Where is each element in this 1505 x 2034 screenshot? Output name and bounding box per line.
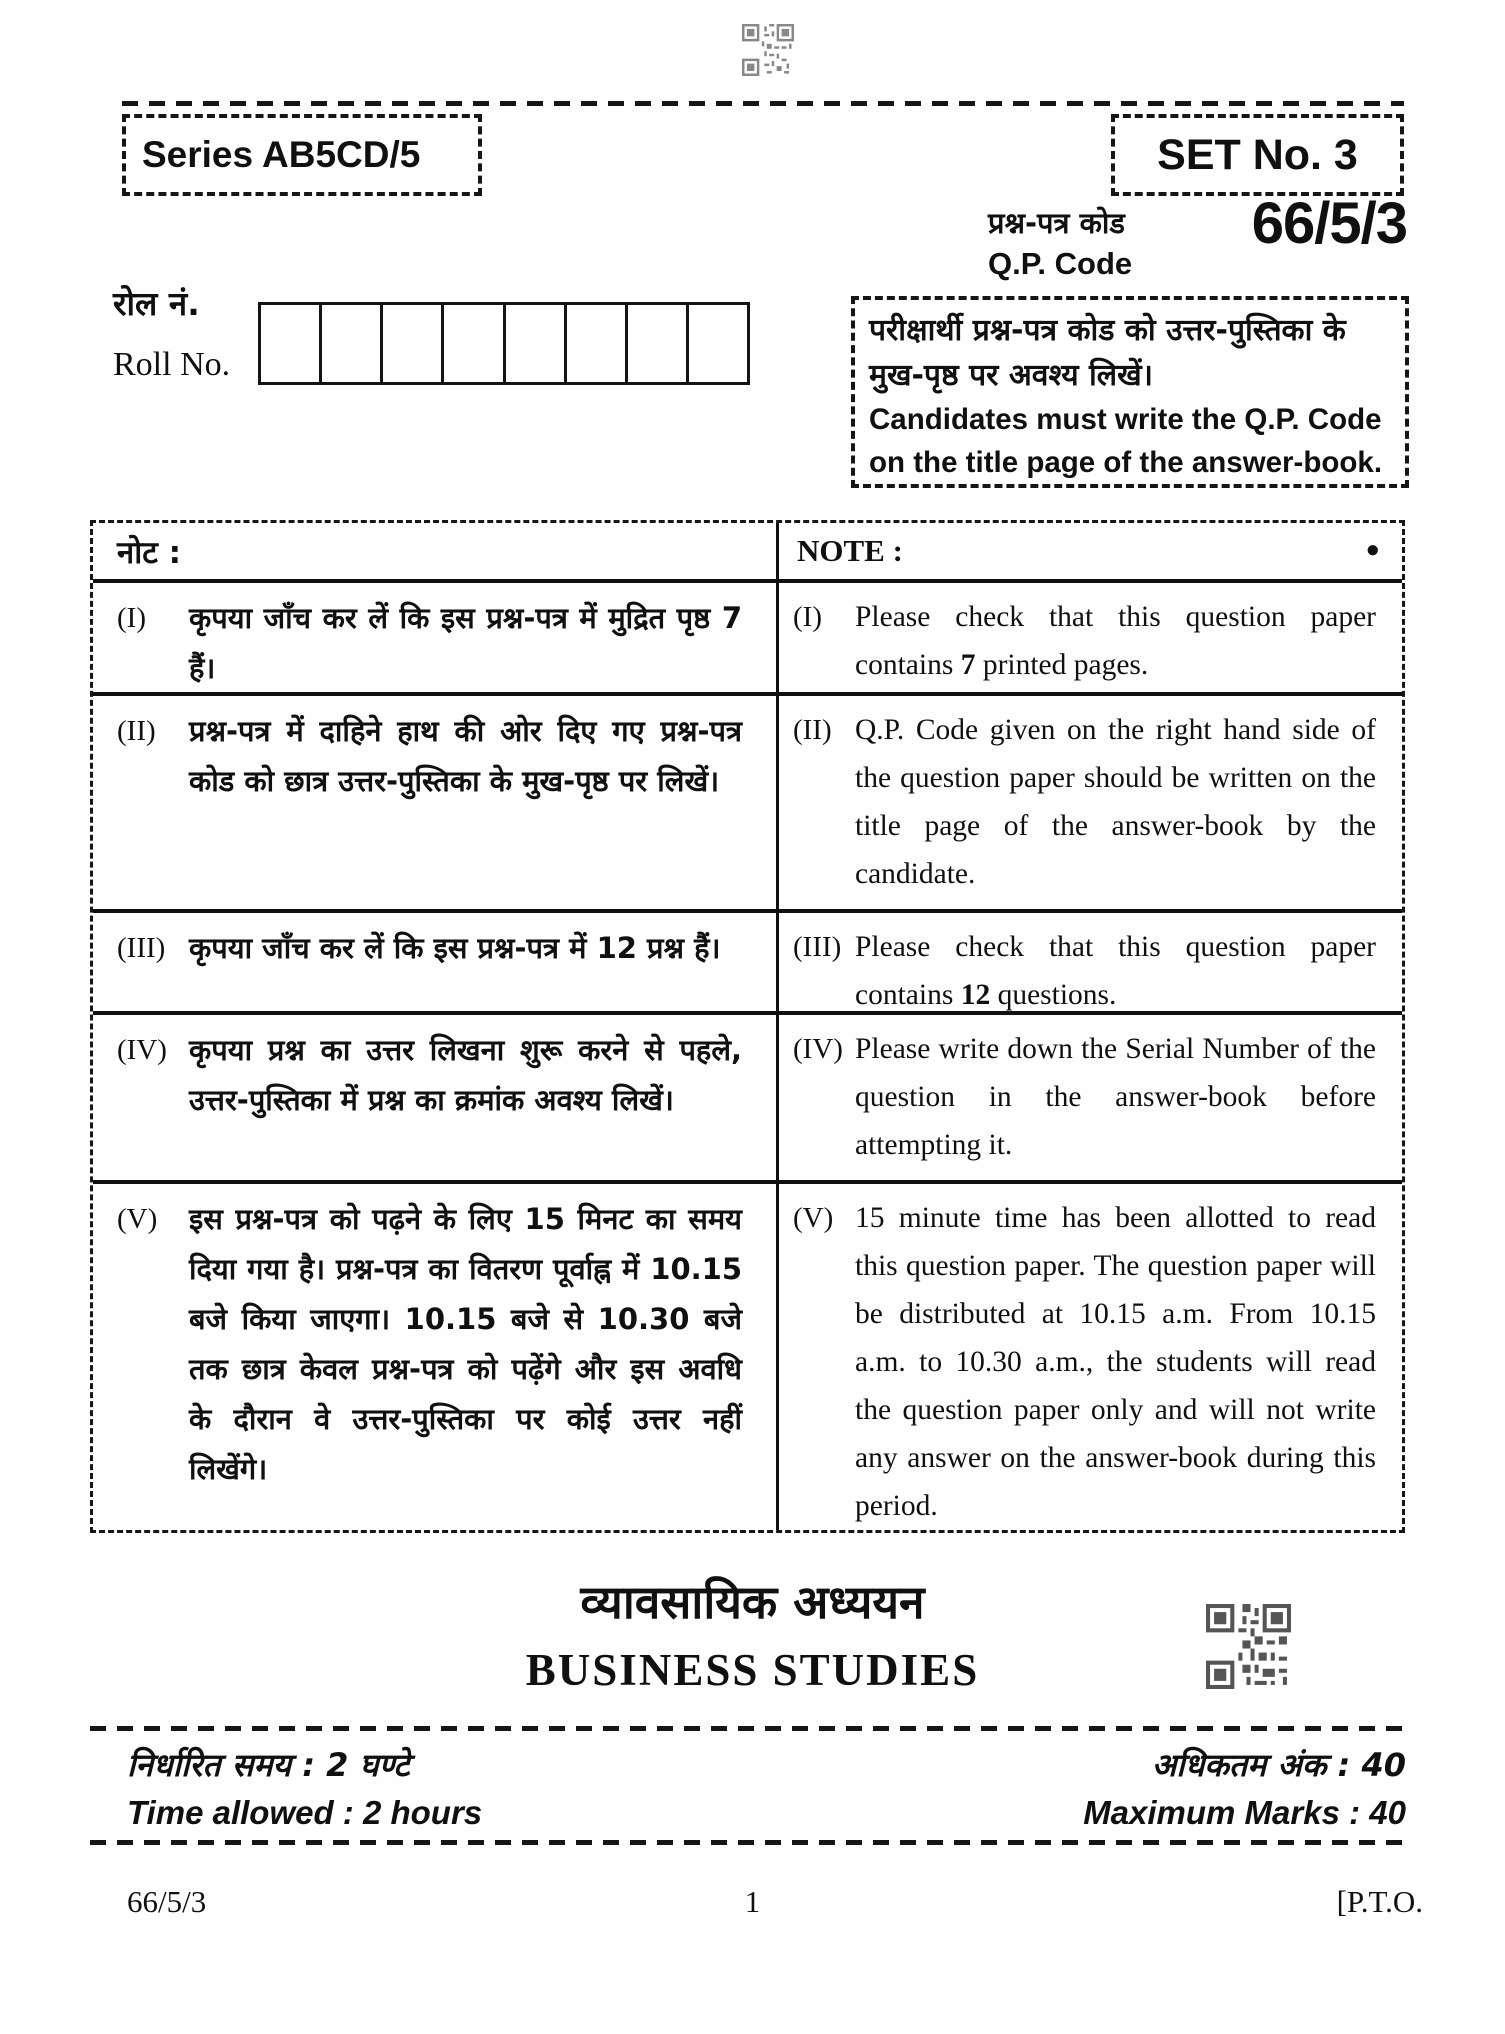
note-row-3-hindi: (III) कृपया जाँच कर लें कि इस प्रश्न-पत्र में 12 प्रश्न हैं। [93, 913, 776, 1011]
set-number-box [1111, 114, 1404, 196]
note-row-5 [93, 1180, 1402, 1530]
series-label: Series AB5CD/5 [142, 134, 421, 175]
top-dashed-rule [122, 101, 1404, 106]
roll-cell[interactable] [383, 305, 444, 382]
qp-code-labels [988, 203, 1178, 285]
time-allowed-hindi: निर्धारित समय : 2 घण्टे [127, 1746, 410, 1784]
note-row-3-english: (III) Please check that this question paper contains 12 questions. [776, 913, 1402, 1011]
roll-number-grid [258, 302, 750, 385]
page-footer [0, 1884, 1505, 1924]
note-header-english [776, 523, 1402, 579]
roll-cell[interactable] [628, 305, 689, 382]
note-row-2-number: (II) [117, 715, 156, 748]
subject-title-hindi: व्यावसायिक अध्ययन [580, 1575, 925, 1629]
bullet-icon: ● [1365, 537, 1380, 563]
roll-cell[interactable] [444, 305, 505, 382]
roll-cell[interactable] [322, 305, 383, 382]
candidate-instruction-box [851, 296, 1409, 488]
note-row-3-number: (III) [117, 931, 166, 964]
maximum-marks-hindi: अधिकतम अंक : 40 [1151, 1746, 1406, 1784]
qp-code-label-hindi: प्रश्न-पत्र कोड [988, 206, 1125, 240]
note-row-5-number: (V) [117, 1203, 158, 1235]
set-number-label: SET No. 3 [1157, 130, 1358, 179]
series-box [122, 114, 482, 196]
time-allowed-english: Time allowed : 2 hours [127, 1794, 483, 1831]
note-row-1-number: (I) [117, 602, 146, 635]
qp-code-label-english: Q.P. Code [988, 246, 1133, 281]
note-row-2-number-en: (II) [793, 714, 832, 747]
note-row-4-number: (IV) [117, 1033, 167, 1066]
candidate-instruction-english: Candidates must write the Q.P. Code on the title page of the answer-book. [869, 403, 1383, 479]
note-table [90, 520, 1405, 1533]
footer-pto-label: [P.T.O. [1336, 1884, 1423, 1919]
note-row-1 [93, 579, 1402, 692]
maximum-marks-block [0, 1742, 1406, 1838]
candidate-instruction-hindi: परीक्षार्थी प्रश्न-पत्र कोड को उत्तर-पुस्तिका के मुख-पृष्ठ पर अवश्य लिखें। [869, 313, 1346, 393]
roll-no-label-hindi: रोल नं. [113, 284, 200, 323]
roll-cell[interactable] [506, 305, 567, 382]
roll-cell[interactable] [261, 305, 322, 382]
note-row-4 [93, 1011, 1402, 1180]
note-row-2-hindi: (II) प्रश्न-पत्र में दाहिने हाथ की ओर दिए गए प्रश्न-पत्र कोड को छात्र उत्तर-पुस्तिका के मुख-पृष्ठ पर लिखें। [93, 696, 776, 908]
note-row-4-english: (IV) Please write down the Serial Number of the question in the answer-book before attempting it. [776, 1015, 1402, 1180]
subject-title-english: BUSINESS STUDIES [525, 1645, 980, 1695]
note-row-4-number-en: (IV) [793, 1032, 843, 1065]
note-row-1-number-en: (I) [793, 601, 822, 634]
roll-cell[interactable] [689, 305, 747, 382]
note-row-3 [93, 909, 1402, 1011]
qr-code-icon-bottom [1206, 1604, 1291, 1689]
roll-no-label-english: Roll No. [113, 346, 231, 383]
note-row-2-english: (II) Q.P. Code given on the right hand side of the question paper should be written on the title page of the answer-book by the candidate. [776, 696, 1402, 908]
note-header-hindi: नोट : [117, 535, 182, 571]
note-row-1-hindi: (I) कृपया जाँच कर लें कि इस प्रश्न-पत्र में मुद्रित पृष्ठ 7 हैं। [93, 583, 776, 692]
roll-cell[interactable] [567, 305, 628, 382]
maximum-marks-english: Maximum Marks : 40 [1083, 1794, 1406, 1831]
note-row-5-number-en: (V) [793, 1202, 834, 1234]
note-row-5-hindi: (V) इस प्रश्न-पत्र को पढ़ने के लिए 15 मिनट का समय दिया गया है। प्रश्न-पत्र का वितरण पूर्वाह्न में 10.15 बजे किया जाएगा। 10.15 बजे से 10.30 बजे तक छात्र केवल प्रश्न-पत्र को पढ़ेंगे और इस अवधि के दौरान वे उत्तर-पुस्तिका पर कोई उत्तर नहीं लिखेंगे। [93, 1184, 776, 1530]
meta-top-dashed-rule [90, 1726, 1405, 1731]
footer-paper-code: 66/5/3 [127, 1884, 207, 1919]
note-row-5-english: (V) 15 minute time has been allotted to read this question paper. The question paper will be distributed at 10.15 a.m. From 10.15 a.m. to 10.30 a.m., the students will read the question paper only and will not write any answer on the answer-book during this period. [776, 1184, 1402, 1530]
note-table-header-row [93, 523, 1402, 579]
note-row-3-number-en: (III) [793, 930, 842, 963]
qp-code-value: 66/5/3 [1251, 191, 1407, 256]
qr-code-icon-top [742, 24, 794, 76]
note-row-2 [93, 692, 1402, 908]
note-row-1-english: (I) Please check that this question paper contains 7 printed pages. [776, 583, 1402, 692]
meta-bottom-dashed-rule [90, 1840, 1405, 1845]
note-header-english-label: NOTE : [797, 533, 903, 568]
note-row-4-hindi: (IV) कृपया प्रश्न का उत्तर लिखना शुरू करने से पहले, उत्तर-पुस्तिका में प्रश्न का क्रमांक अवश्य लिखें। [93, 1015, 776, 1180]
footer-page-number: 1 [744, 1884, 761, 1919]
